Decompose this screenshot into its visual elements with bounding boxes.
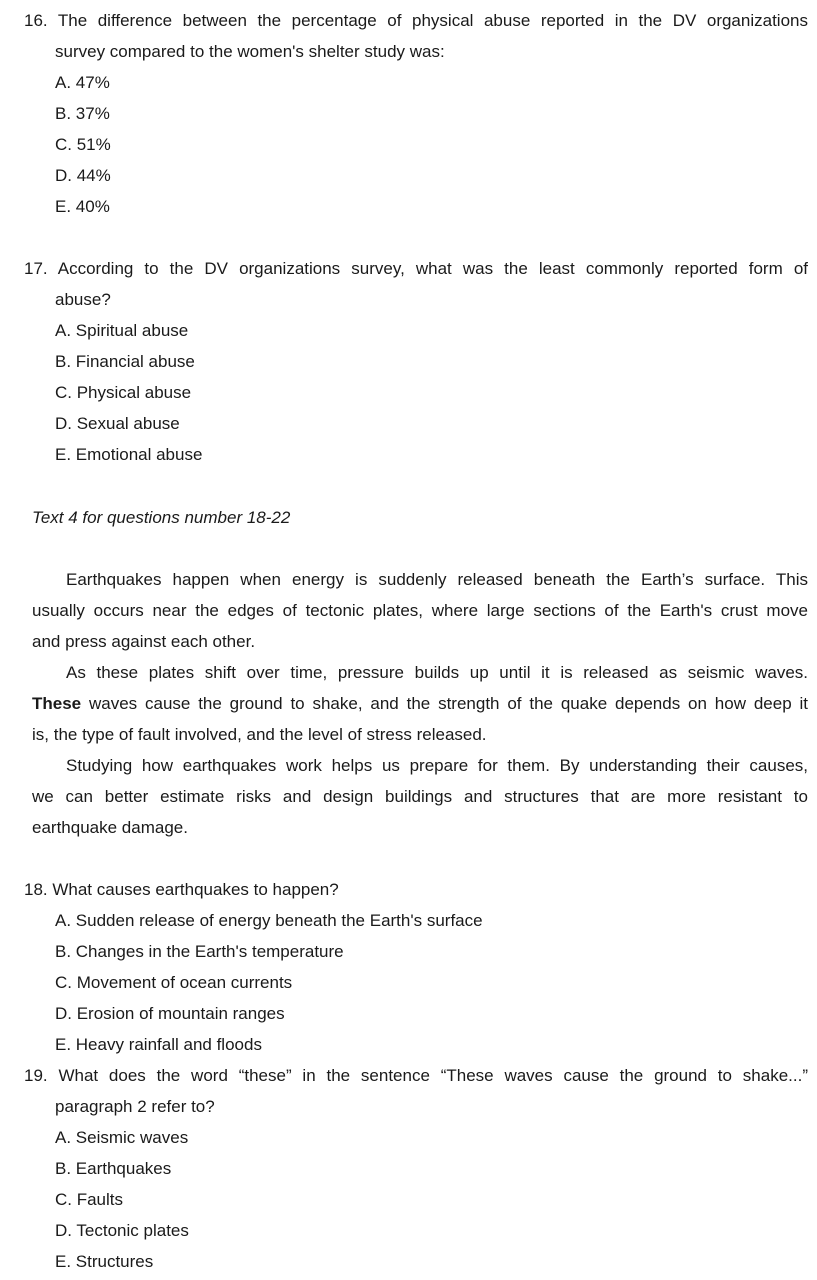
question-19-option-a: A. Seismic waves [55,1128,189,1147]
question-19-stem-line1: 19. What does the word “these” in the sentence “These waves cause the ground to shake...” [24,1066,808,1085]
question-16-option-b: B. 37% [55,104,110,123]
question-17-option-a: A. Spiritual abuse [55,321,189,340]
paragraph-2-line1: As these plates shift over time, pressure builds up until it is released as seismic waves. [66,663,808,682]
question-16-option-d: D. 44% [55,166,111,185]
question-18-option-e: E. Heavy rainfall and floods [55,1035,262,1054]
question-17-option-b: B. Financial abuse [55,352,195,371]
paragraph-2-line2 [32,694,808,714]
text-4-heading: Text 4 for questions number 18-22 [32,508,291,527]
paragraph-1-line3: and press against each other. [32,632,256,651]
question-17-stem-line1: 17. According to the DV organizations survey, what was the least commonly reported form of [24,259,808,278]
question-17-stem-line2: abuse? [55,290,111,309]
highlighted-word-these: These [32,694,82,713]
question-16-option-e: E. 40% [55,197,110,216]
question-19-option-d: D. Tectonic plates [55,1221,189,1240]
question-18-option-c: C. Movement of ocean currents [55,973,293,992]
question-19-option-e: E. Structures [55,1252,154,1271]
question-17-option-d: D. Sexual abuse [55,414,180,433]
question-18-option-b: B. Changes in the Earth's temperature [55,942,344,961]
question-18-option-a: A. Sudden release of energy beneath the Earth's surface [55,911,483,930]
question-16-option-a: A. 47% [55,73,110,92]
paragraph-2-line3: is, the type of fault involved, and the level of stress released. [32,725,487,744]
question-18-stem: 18. What causes earthquakes to happen? [24,880,339,899]
question-17-option-c: C. Physical abuse [55,383,192,402]
question-19-stem-line2: paragraph 2 refer to? [55,1097,215,1116]
paragraph-3-line1: Studying how earthquakes work helps us prepare for them. By understanding their causes, [66,756,808,775]
question-16-stem-line1: 16. The difference between the percentage of physical abuse reported in the DV organizations [24,11,808,30]
question-17-option-e: E. Emotional abuse [55,445,203,464]
paragraph-3-line3: earthquake damage. [32,818,188,837]
paragraph-1-line1: Earthquakes happen when energy is suddenly released beneath the Earth’s surface. This [66,570,808,589]
question-19-option-c: C. Faults [55,1190,124,1209]
paragraph-1-line2: usually occurs near the edges of tectonic plates, where large sections of the Earth's crust move [32,601,808,620]
paragraph-3-line2: we can better estimate risks and design buildings and structures that are more resistant to [32,787,808,806]
question-16-option-c: C. 51% [55,135,111,154]
question-16-stem-line2: survey compared to the women's shelter study was: [55,42,445,61]
question-18-option-d: D. Erosion of mountain ranges [55,1004,285,1023]
question-19-option-b: B. Earthquakes [55,1159,172,1178]
paragraph-2-line2-rest: waves cause the ground to shake, and the strength of the quake depends on how deep it [81,694,808,713]
